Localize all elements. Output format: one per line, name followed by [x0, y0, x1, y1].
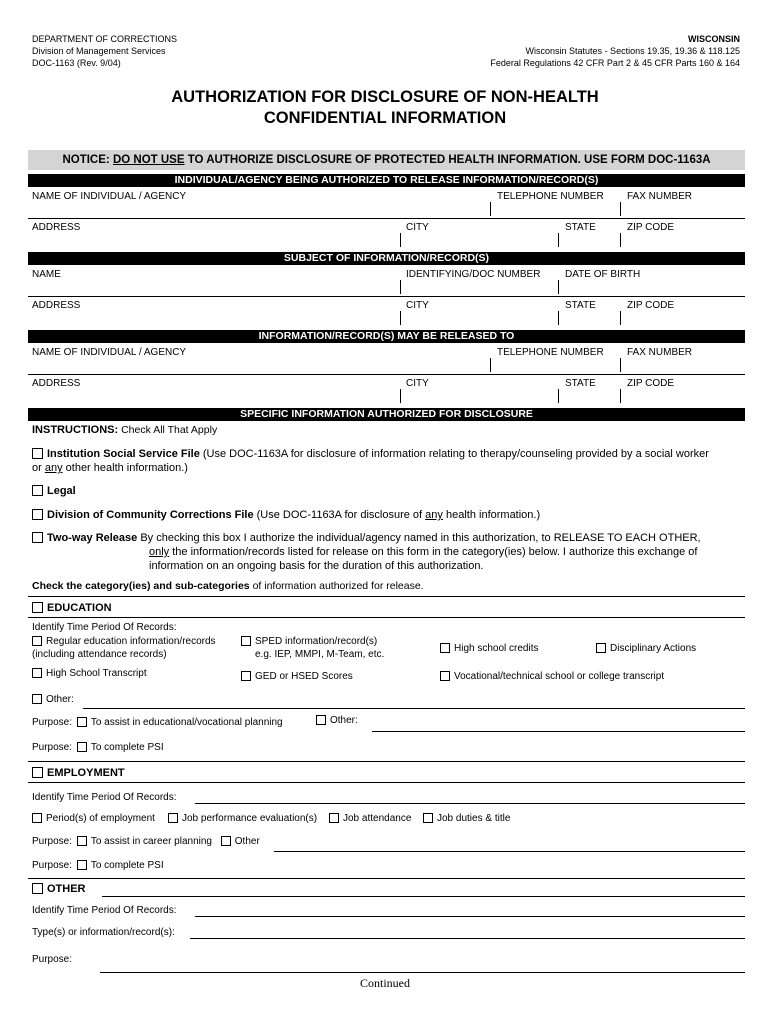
- edu-other: [32, 694, 74, 705]
- other-types: Type(s) or information/record(s):: [32, 927, 175, 938]
- instructions-text: Check All That Apply: [118, 424, 218, 436]
- edu-other-line[interactable]: [83, 708, 745, 709]
- label-state-1: STATE: [565, 222, 596, 233]
- edu-purpose: [32, 717, 283, 728]
- section-specific: SPECIFIC INFORMATION AUTHORIZED FOR DISCLOSURE: [28, 408, 745, 421]
- label-telephone-1: TELEPHONE NUMBER: [497, 191, 604, 202]
- notice-suffix: TO AUTHORIZE DISCLOSURE OF PROTECTED HEALTH INFORMATION. USE FORM DOC-1163A: [184, 154, 711, 166]
- emp-attendance: [329, 813, 411, 824]
- option-institution: [32, 448, 709, 460]
- edu-ged-checkbox[interactable]: [241, 671, 251, 681]
- edu-other-checkbox[interactable]: [32, 694, 42, 704]
- edu-sped: [241, 636, 377, 647]
- edu-purpose-label: Purpose:: [32, 717, 73, 728]
- emp-periods: [32, 813, 155, 824]
- emp-periods-checkbox[interactable]: [32, 813, 42, 823]
- edu-ged: [241, 671, 353, 682]
- section-release-to: INFORMATION/RECORD(S) MAY BE RELEASED TO: [28, 330, 745, 343]
- emp-attendance-label: Job attendance: [343, 813, 412, 824]
- emp-duties: [423, 813, 510, 824]
- emp-duties-checkbox[interactable]: [423, 813, 433, 823]
- employment-category: [32, 767, 125, 779]
- continued-label: Continued: [360, 976, 410, 990]
- edu-purpose-psi-prefix: Purpose:: [32, 742, 73, 753]
- emp-purpose-other-line[interactable]: [274, 851, 745, 852]
- emp-psi-label: To complete PSI: [90, 860, 164, 871]
- label-telephone-3: TELEPHONE NUMBER: [497, 347, 604, 358]
- emp-purpose-other-checkbox[interactable]: [221, 836, 231, 846]
- emp-attendance-checkbox[interactable]: [329, 813, 339, 823]
- edu-purpose-psi: [32, 742, 164, 753]
- legal-label: Legal: [47, 485, 76, 497]
- education-time-period: Identify Time Period Of Records:: [32, 622, 177, 633]
- other-heading-line[interactable]: [102, 896, 745, 897]
- dcc-checkbox[interactable]: [32, 509, 43, 520]
- emp-psi-checkbox[interactable]: [77, 860, 87, 870]
- institution-line2: [32, 462, 188, 474]
- form-title-line1: AUTHORIZATION FOR DISCLOSURE OF NON-HEALTH: [171, 88, 599, 106]
- twoway-label: Two-way Release: [47, 532, 138, 544]
- other-purpose: Purpose:: [32, 954, 73, 965]
- institution-label: Institution Social Service File: [47, 448, 200, 460]
- label-zip-1: ZIP CODE: [627, 222, 675, 233]
- dcc-text-b: health information.): [442, 509, 541, 521]
- label-zip-2: ZIP CODE: [627, 300, 675, 311]
- label-doc-number: IDENTIFYING/DOC NUMBER: [406, 269, 541, 280]
- option-legal: [32, 485, 76, 497]
- edu-vocational-checkbox[interactable]: [440, 671, 450, 681]
- edu-disciplinary: [596, 643, 696, 654]
- edu-disciplinary-label: Disciplinary Actions: [610, 643, 697, 654]
- edu-psi-checkbox[interactable]: [77, 742, 87, 752]
- label-name-agency-1: NAME OF INDIVIDUAL / AGENCY: [32, 191, 187, 202]
- form-title-line2: CONFIDENTIAL INFORMATION: [263, 109, 507, 127]
- other-category: [32, 883, 86, 895]
- label-name: NAME: [32, 269, 61, 280]
- label-state-2: STATE: [565, 300, 596, 311]
- institution-text2b: other health information.): [62, 462, 188, 474]
- emp-purpose-psi-prefix: Purpose:: [32, 860, 73, 871]
- label-address-2: ADDRESS: [32, 300, 81, 311]
- label-address-3: ADDRESS: [32, 378, 81, 389]
- emp-performance: [168, 813, 317, 824]
- employment-time-period: Identify Time Period Of Records:: [32, 792, 177, 803]
- edu-sped-label: SPED information/record(s): [255, 636, 378, 647]
- institution-text2a: or: [32, 462, 45, 474]
- other-checkbox[interactable]: [32, 883, 43, 894]
- form-number: DOC-1163 (Rev. 9/04): [32, 58, 121, 68]
- option-twoway: [32, 532, 701, 544]
- edu-credits-checkbox[interactable]: [440, 643, 450, 653]
- other-time-period: Identify Time Period Of Records:: [32, 905, 177, 916]
- edu-purpose-other: [316, 715, 358, 726]
- check-categories: [32, 580, 424, 592]
- dcc-label: Division of Community Corrections File: [47, 509, 254, 521]
- edu-regular-line2: (including attendance records): [32, 649, 167, 660]
- edu-psi-label: To complete PSI: [90, 742, 164, 753]
- division-name: Division of Management Services: [32, 46, 166, 56]
- twoway-line2: [149, 546, 697, 558]
- edu-vocational: [440, 671, 664, 682]
- edu-vocational-label: Vocational/technical school or college transcript: [454, 671, 665, 682]
- label-state-3: STATE: [565, 378, 596, 389]
- label-name-agency-3: NAME OF INDIVIDUAL / AGENCY: [32, 347, 187, 358]
- edu-sped-checkbox[interactable]: [241, 636, 251, 646]
- emp-purpose: [32, 836, 260, 847]
- statutes: Wisconsin Statutes - Sections 19.35, 19.36 & 118.125: [525, 46, 740, 56]
- twoway-only: only: [149, 546, 170, 558]
- edu-purpose-assist-checkbox[interactable]: [77, 717, 87, 727]
- dcc-any: any: [425, 509, 443, 521]
- notice-emphasis: DO NOT USE: [112, 154, 185, 166]
- emp-purpose-other-label: Other: [234, 836, 260, 847]
- other-types-line[interactable]: [190, 938, 745, 939]
- emp-duties-label: Job duties & title: [437, 813, 511, 824]
- twoway-checkbox[interactable]: [32, 532, 43, 543]
- employment-time-line[interactable]: [195, 803, 745, 804]
- notice-prefix: NOTICE:: [62, 154, 113, 166]
- label-fax-3: FAX NUMBER: [627, 347, 693, 358]
- institution-text1: (Use DOC-1163A for disclosure of information relating to therapy/counseling provided by a social worker: [199, 448, 709, 460]
- label-fax-1: FAX NUMBER: [627, 191, 693, 202]
- emp-periods-label: Period(s) of employment: [46, 813, 155, 824]
- other-heading: OTHER: [47, 883, 86, 895]
- check-categories-text: of information authorized for release.: [249, 580, 424, 592]
- education-checkbox[interactable]: [32, 602, 43, 613]
- label-city-3: CITY: [406, 378, 429, 389]
- emp-purpose-psi: [32, 860, 164, 871]
- twoway-text2: the information/records listed for release on this form in the category(ies) below. I authorize this exchange of: [169, 546, 698, 558]
- federal-regulations: Federal Regulations 42 CFR Part 2 & 45 CFR Parts 160 & 164: [490, 58, 740, 68]
- edu-other-label: Other:: [46, 694, 74, 705]
- edu-sped-line2: e.g. IEP, MMPI, M-Team, etc.: [255, 649, 385, 660]
- edu-ged-label: GED or HSED Scores: [255, 671, 353, 682]
- twoway-text1: By checking this box I authorize the individual/agency named in this authorization, to RELEASE TO EACH OTHER,: [137, 532, 701, 544]
- notice-banner: [28, 150, 745, 170]
- employment-checkbox[interactable]: [32, 767, 43, 778]
- emp-career-label: To assist in career planning: [90, 836, 212, 847]
- twoway-text3: information on an ongoing basis for the duration of this authorization.: [149, 560, 484, 572]
- dept-name: DEPARTMENT OF CORRECTIONS: [32, 34, 178, 44]
- edu-regular-checkbox[interactable]: [32, 636, 42, 646]
- emp-performance-checkbox[interactable]: [168, 813, 178, 823]
- label-zip-3: ZIP CODE: [627, 378, 675, 389]
- edu-transcript: [32, 668, 147, 679]
- edu-purpose-other-line[interactable]: [372, 731, 745, 732]
- edu-purpose-other-checkbox[interactable]: [316, 715, 326, 725]
- institution-checkbox[interactable]: [32, 448, 43, 459]
- emp-performance-label: Job performance evaluation(s): [182, 813, 318, 824]
- section-subject: SUBJECT OF INFORMATION/RECORD(S): [28, 252, 745, 265]
- instructions-label: INSTRUCTIONS:: [32, 424, 119, 436]
- education-heading: EDUCATION: [47, 602, 112, 614]
- edu-regular: [32, 636, 216, 647]
- section-release-from: INDIVIDUAL/AGENCY BEING AUTHORIZED TO RELEASE INFORMATION/RECORD(S): [28, 174, 745, 187]
- option-dcc: [32, 509, 540, 521]
- label-city-1: CITY: [406, 222, 429, 233]
- edu-transcript-label: High School Transcript: [46, 668, 147, 679]
- state-name: WISCONSIN: [687, 34, 740, 44]
- edu-purpose-assist-label: To assist in educational/vocational planning: [90, 717, 283, 728]
- education-category: [32, 602, 112, 614]
- emp-purpose-label: Purpose:: [32, 836, 73, 847]
- dcc-text-a: (Use DOC-1163A for disclosure of: [253, 509, 426, 521]
- employment-heading: EMPLOYMENT: [47, 767, 125, 779]
- other-time-line[interactable]: [195, 916, 745, 917]
- label-city-2: CITY: [406, 300, 429, 311]
- emp-career-checkbox[interactable]: [77, 836, 87, 846]
- edu-disciplinary-checkbox[interactable]: [596, 643, 606, 653]
- other-purpose-line[interactable]: [100, 972, 745, 973]
- edu-purpose-other-label: Other:: [330, 715, 358, 726]
- edu-transcript-checkbox[interactable]: [32, 668, 42, 678]
- check-categories-bold: Check the category(ies) and sub-categories: [32, 580, 250, 592]
- label-dob: DATE OF BIRTH: [565, 269, 641, 280]
- legal-checkbox[interactable]: [32, 485, 43, 496]
- edu-credits-label: High school credits: [454, 643, 539, 654]
- institution-any: any: [44, 462, 63, 474]
- edu-credits: [440, 643, 538, 654]
- instructions: [32, 424, 217, 436]
- label-address-1: ADDRESS: [32, 222, 81, 233]
- edu-regular-label: Regular education information/records: [46, 636, 216, 647]
